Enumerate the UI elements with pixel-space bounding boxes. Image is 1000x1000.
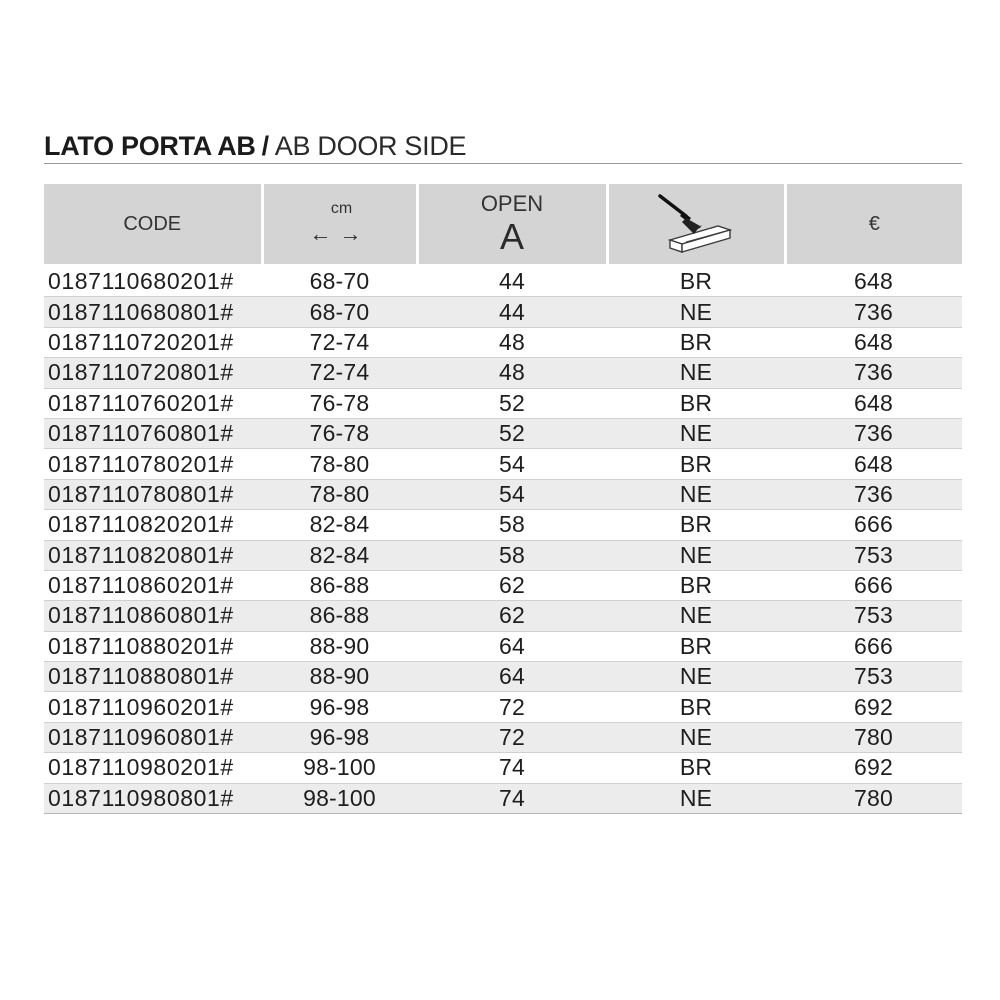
cell-size: 78-80 bbox=[262, 479, 417, 509]
cell-price: 780 bbox=[785, 783, 962, 813]
cell-open: 58 bbox=[417, 540, 607, 570]
table-body bbox=[44, 266, 962, 814]
cell-size: 86-88 bbox=[262, 570, 417, 600]
cell-open: 72 bbox=[417, 722, 607, 752]
table-row bbox=[44, 601, 962, 631]
cell-price: 736 bbox=[785, 479, 962, 509]
cell-finish: NE bbox=[607, 722, 785, 752]
cell-code: 0187110680201# bbox=[44, 266, 262, 297]
cell-price: 692 bbox=[785, 692, 962, 722]
title-italian: LATO PORTA AB bbox=[44, 131, 256, 161]
cell-code: 0187110680801# bbox=[44, 297, 262, 327]
cell-finish: BR bbox=[607, 449, 785, 479]
cell-code: 0187110760801# bbox=[44, 418, 262, 448]
cell-price: 736 bbox=[785, 418, 962, 448]
cell-size: 96-98 bbox=[262, 722, 417, 752]
header-open bbox=[417, 184, 607, 266]
cell-price: 648 bbox=[785, 266, 962, 297]
table-row bbox=[44, 570, 962, 600]
cell-price: 648 bbox=[785, 449, 962, 479]
cell-finish: BR bbox=[607, 510, 785, 540]
header-price-label: € bbox=[868, 212, 880, 235]
cell-finish: NE bbox=[607, 540, 785, 570]
header-size bbox=[262, 184, 417, 266]
cell-code: 0187110860201# bbox=[44, 570, 262, 600]
cell-code: 0187110780801# bbox=[44, 479, 262, 509]
cell-open: 48 bbox=[417, 358, 607, 388]
table-row bbox=[44, 297, 962, 327]
table-row bbox=[44, 540, 962, 570]
cell-finish: NE bbox=[607, 418, 785, 448]
cell-size: 68-70 bbox=[262, 297, 417, 327]
cell-open: 74 bbox=[417, 753, 607, 783]
cell-code: 0187110780201# bbox=[44, 449, 262, 479]
table-row bbox=[44, 722, 962, 752]
cell-size: 82-84 bbox=[262, 510, 417, 540]
cell-price: 780 bbox=[785, 722, 962, 752]
header-size-wrap bbox=[310, 201, 370, 245]
cell-open: 54 bbox=[417, 449, 607, 479]
table-row bbox=[44, 358, 962, 388]
cell-price: 753 bbox=[785, 601, 962, 631]
cell-price: 753 bbox=[785, 662, 962, 692]
cell-price: 736 bbox=[785, 297, 962, 327]
cell-code: 0187110720801# bbox=[44, 358, 262, 388]
table-row bbox=[44, 662, 962, 692]
cell-price: 736 bbox=[785, 358, 962, 388]
cell-open: 48 bbox=[417, 327, 607, 357]
cell-size: 98-100 bbox=[262, 753, 417, 783]
header-code bbox=[44, 184, 262, 266]
cell-price: 666 bbox=[785, 631, 962, 661]
header-size-unit: cm bbox=[330, 200, 353, 217]
cell-open: 44 bbox=[417, 266, 607, 297]
table-row bbox=[44, 327, 962, 357]
cell-price: 753 bbox=[785, 540, 962, 570]
title-english: AB DOOR SIDE bbox=[274, 131, 467, 161]
cell-price: 666 bbox=[785, 510, 962, 540]
table-row bbox=[44, 510, 962, 540]
cell-open: 52 bbox=[417, 388, 607, 418]
cell-size: 96-98 bbox=[262, 692, 417, 722]
cell-code: 0187110980201# bbox=[44, 753, 262, 783]
cell-open: 58 bbox=[417, 510, 607, 540]
cell-open: 72 bbox=[417, 692, 607, 722]
table-row bbox=[44, 692, 962, 722]
table-row bbox=[44, 479, 962, 509]
cell-finish: BR bbox=[607, 631, 785, 661]
table-row bbox=[44, 753, 962, 783]
cell-size: 78-80 bbox=[262, 449, 417, 479]
cell-open: 44 bbox=[417, 297, 607, 327]
cell-size: 68-70 bbox=[262, 266, 417, 297]
cell-finish: BR bbox=[607, 570, 785, 600]
cell-code: 0187110960801# bbox=[44, 722, 262, 752]
cell-finish: BR bbox=[607, 327, 785, 357]
header-price bbox=[785, 184, 962, 266]
cell-size: 88-90 bbox=[262, 631, 417, 661]
cell-size: 86-88 bbox=[262, 601, 417, 631]
cell-open: 52 bbox=[417, 418, 607, 448]
table-row bbox=[44, 266, 962, 297]
cell-code: 0187110760201# bbox=[44, 388, 262, 418]
table-header bbox=[44, 184, 962, 266]
header-row bbox=[44, 184, 962, 266]
cell-price: 692 bbox=[785, 753, 962, 783]
cell-price: 648 bbox=[785, 327, 962, 357]
cell-open: 64 bbox=[417, 631, 607, 661]
cell-size: 82-84 bbox=[262, 540, 417, 570]
table-row bbox=[44, 783, 962, 813]
header-open-label: OPEN bbox=[480, 191, 544, 216]
cell-finish: NE bbox=[607, 662, 785, 692]
cell-size: 72-74 bbox=[262, 327, 417, 357]
cell-finish: NE bbox=[607, 479, 785, 509]
cell-finish: BR bbox=[607, 692, 785, 722]
cell-open: 74 bbox=[417, 783, 607, 813]
cell-open: 64 bbox=[417, 662, 607, 692]
cell-size: 76-78 bbox=[262, 418, 417, 448]
cell-size: 98-100 bbox=[262, 783, 417, 813]
header-finish bbox=[607, 184, 785, 266]
cell-finish: NE bbox=[607, 601, 785, 631]
cell-code: 0187110860801# bbox=[44, 601, 262, 631]
table-row bbox=[44, 388, 962, 418]
cell-open: 54 bbox=[417, 479, 607, 509]
table-row bbox=[44, 449, 962, 479]
cell-finish: NE bbox=[607, 358, 785, 388]
header-open-letter: A bbox=[499, 216, 524, 257]
cell-code: 0187110960201# bbox=[44, 692, 262, 722]
cell-code: 0187110980801# bbox=[44, 783, 262, 813]
cell-size: 76-78 bbox=[262, 388, 417, 418]
cell-code: 0187110820801# bbox=[44, 540, 262, 570]
section-title-bar bbox=[44, 128, 962, 164]
cell-price: 666 bbox=[785, 570, 962, 600]
cell-finish: BR bbox=[607, 388, 785, 418]
title-separator: / bbox=[261, 131, 269, 161]
header-code-label: CODE bbox=[123, 212, 182, 235]
cell-open: 62 bbox=[417, 601, 607, 631]
cell-code: 0187110880201# bbox=[44, 631, 262, 661]
cell-finish: NE bbox=[607, 783, 785, 813]
table-row bbox=[44, 631, 962, 661]
cell-open: 62 bbox=[417, 570, 607, 600]
cell-finish: BR bbox=[607, 753, 785, 783]
cell-code: 0187110720201# bbox=[44, 327, 262, 357]
cell-code: 0187110880801# bbox=[44, 662, 262, 692]
cell-finish: BR bbox=[607, 266, 785, 297]
section-title bbox=[44, 130, 466, 162]
cell-code: 0187110820201# bbox=[44, 510, 262, 540]
double-arrow-icon: ←→ bbox=[309, 221, 370, 246]
cell-size: 72-74 bbox=[262, 358, 417, 388]
header-open-wrap bbox=[481, 193, 543, 255]
price-table bbox=[44, 184, 962, 814]
cell-price: 648 bbox=[785, 388, 962, 418]
cell-size: 88-90 bbox=[262, 662, 417, 692]
cell-finish: NE bbox=[607, 297, 785, 327]
paintbrush-profile-icon bbox=[656, 192, 736, 256]
table-row bbox=[44, 418, 962, 448]
